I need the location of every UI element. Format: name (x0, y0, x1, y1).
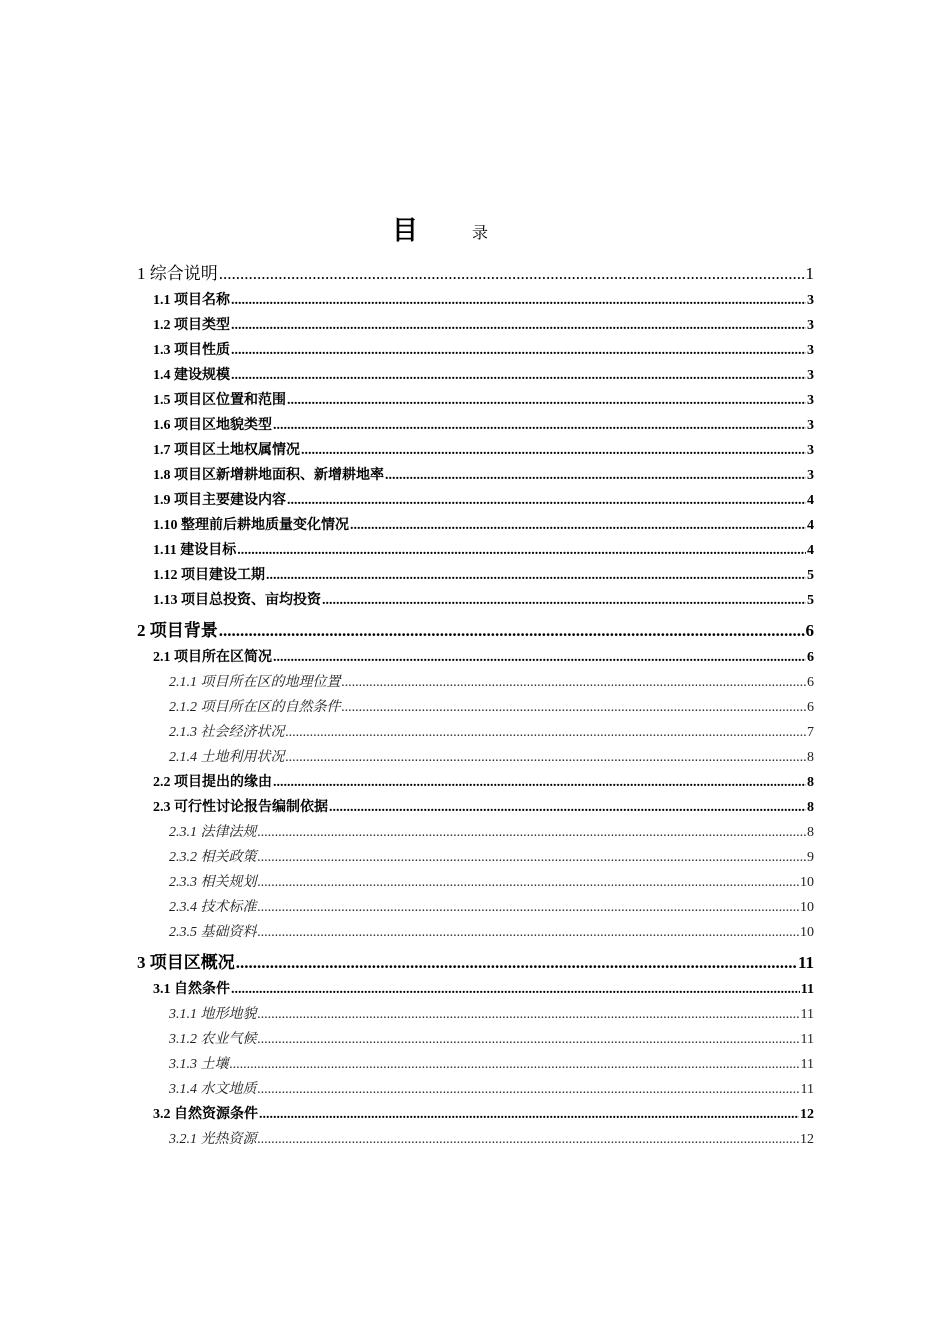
toc-entry-label: 2.3.4 技术标准 (169, 900, 257, 915)
toc-entry[interactable] (137, 513, 814, 538)
toc-leader-dots (301, 449, 806, 463)
toc-entry-label: 2.2 项目提出的缘由 (153, 775, 272, 790)
toc-entry-page-number: 11 (800, 982, 814, 997)
toc-entry-label: 3.1.4 水文地质 (169, 1082, 257, 1097)
toc-entry-page-number: 1 (805, 264, 814, 283)
toc-leader-dots (322, 599, 806, 613)
toc-entry[interactable] (137, 463, 814, 488)
toc-leader-dots (259, 1113, 799, 1127)
toc-entry-label: 1.1 项目名称 (153, 293, 230, 308)
toc-leader-dots (342, 681, 807, 695)
toc-entry-label: 2.1.3 社会经济状况 (169, 725, 285, 740)
toc-entry-page-number: 11 (800, 1057, 814, 1072)
toc-leader-dots (258, 856, 807, 870)
toc-entry-label: 1.10 整理前后耕地质量变化情况 (153, 518, 349, 533)
toc-entry-page-number: 10 (800, 875, 814, 890)
toc-entry-page-number: 3 (807, 418, 814, 433)
toc-leader-dots (258, 831, 807, 845)
toc-entry-label: 1.3 项目性质 (153, 343, 230, 358)
toc-leader-dots (236, 960, 797, 977)
toc-entry[interactable] (137, 845, 814, 870)
toc-entry[interactable] (137, 770, 814, 795)
toc-entry-label: 3.1.1 地形地貌 (169, 1007, 257, 1022)
toc-entry-label: 1.2 项目类型 (153, 318, 230, 333)
toc-entry-label: 2.1 项目所在区简况 (153, 650, 272, 665)
toc-entry-label: 2.1.1 项目所在区的地理位置 (169, 675, 341, 690)
toc-entry-page-number: 8 (807, 750, 814, 765)
toc-entry[interactable] (137, 977, 814, 1002)
toc-entry[interactable] (137, 895, 814, 920)
toc-entry[interactable] (137, 949, 814, 977)
toc-entry[interactable] (137, 563, 814, 588)
toc-entry-page-number: 6 (807, 650, 814, 665)
toc-entry-label: 1.13 项目总投资、亩均投资 (153, 593, 321, 608)
toc-entry-page-number: 12 (800, 1132, 814, 1147)
toc-entry-page-number: 3 (807, 318, 814, 333)
toc-leader-dots (258, 931, 800, 945)
toc-leader-dots (385, 474, 806, 488)
toc-entry-label: 1.9 项目主要建设内容 (153, 493, 286, 508)
toc-leader-dots (273, 424, 806, 438)
toc-leader-dots (231, 349, 806, 363)
toc-entry-label: 1.7 项目区土地权属情况 (153, 443, 300, 458)
toc-entry-label: 2 项目背景 (137, 621, 218, 640)
toc-leader-dots (273, 656, 806, 670)
toc-leader-dots (287, 499, 806, 513)
toc-leader-dots (231, 299, 806, 313)
toc-entry[interactable] (137, 488, 814, 513)
toc-entry-label: 3.2.1 光热资源 (169, 1132, 257, 1147)
toc-leader-dots (287, 399, 806, 413)
toc-entry[interactable] (137, 363, 814, 388)
toc-leader-dots (231, 324, 806, 338)
toc-entry[interactable] (137, 588, 814, 613)
toc-entry-page-number: 10 (800, 925, 814, 940)
toc-leader-dots (258, 1013, 800, 1027)
toc-entry[interactable] (137, 720, 814, 745)
toc-entry-label: 2.3 可行性讨论报告编制依据 (153, 800, 328, 815)
toc-entry-page-number: 10 (800, 900, 814, 915)
toc-entry[interactable] (137, 413, 814, 438)
toc-entry-page-number: 5 (807, 568, 814, 583)
toc-entry[interactable] (137, 820, 814, 845)
toc-entry-page-number: 8 (807, 825, 814, 840)
toc-entry[interactable] (137, 1127, 814, 1152)
toc-leader-dots (329, 806, 806, 820)
toc-entry-page-number: 8 (807, 800, 814, 815)
toc-entry-page-number: 8 (807, 775, 814, 790)
toc-leader-dots (286, 731, 807, 745)
toc-entry-page-number: 11 (797, 953, 814, 972)
toc-entry-page-number: 6 (807, 700, 814, 715)
toc-entry-label: 2.3.3 相关规划 (169, 875, 257, 890)
toc-entry-page-number: 3 (807, 443, 814, 458)
toc-entry-page-number: 6 (807, 675, 814, 690)
toc-entry-page-number: 3 (807, 468, 814, 483)
toc-entry-label: 1.11 建设目标 (153, 543, 237, 558)
toc-entry-page-number: 11 (800, 1032, 814, 1047)
toc-leader-dots (258, 1038, 800, 1052)
toc-entry-label: 3.1.2 农业气候 (169, 1032, 257, 1047)
toc-leader-dots (258, 1088, 800, 1102)
toc-entry-page-number: 3 (807, 293, 814, 308)
toc-entry-page-number: 3 (807, 368, 814, 383)
toc-leader-dots (342, 706, 807, 720)
toc-entry[interactable] (137, 1002, 814, 1027)
toc-entry[interactable] (137, 260, 814, 288)
toc-entry[interactable] (137, 795, 814, 820)
toc-entry[interactable] (137, 1052, 814, 1077)
toc-entry-page-number: 9 (807, 850, 814, 865)
toc-leader-dots (219, 271, 805, 288)
toc-leader-dots (237, 549, 806, 563)
toc-entry-label: 2.1.4 土地利用状况 (169, 750, 285, 765)
toc-entry-label: 3 项目区概况 (137, 953, 235, 972)
toc-entry[interactable] (137, 288, 814, 313)
toc-leader-dots (286, 756, 807, 770)
toc-entry-page-number: 4 (807, 518, 814, 533)
toc-entry[interactable] (137, 313, 814, 338)
toc-entry-label: 1 综合说明 (137, 264, 218, 283)
toc-entry-label: 3.1 自然条件 (153, 982, 230, 997)
toc-entry-label: 3.2 自然资源条件 (153, 1107, 258, 1122)
toc-entry[interactable] (137, 538, 814, 563)
toc-entry-page-number: 5 (807, 593, 814, 608)
toc-entry-label: 3.1.3 土壤 (169, 1057, 229, 1072)
toc-entry-page-number: 11 (800, 1082, 814, 1097)
toc-entry[interactable] (137, 617, 814, 645)
toc-entry[interactable] (137, 1027, 814, 1052)
toc-entry-page-number: 4 (807, 493, 814, 508)
toc-entry-page-number: 12 (800, 1107, 814, 1122)
toc-entry-page-number: 3 (807, 393, 814, 408)
toc-entry[interactable] (137, 745, 814, 770)
toc-heading (0, 208, 950, 248)
toc-entry-page-number: 11 (800, 1007, 814, 1022)
toc-leader-dots (231, 988, 800, 1002)
toc-entry[interactable] (137, 870, 814, 895)
toc-entry[interactable] (137, 645, 814, 670)
toc-leader-dots (350, 524, 806, 538)
toc-entry-page-number: 7 (807, 725, 814, 740)
toc-entry-page-number: 6 (805, 621, 814, 640)
toc-entry[interactable] (137, 338, 814, 363)
toc-entry-label: 1.12 项目建设工期 (153, 568, 265, 583)
toc-leader-dots (266, 574, 806, 588)
toc-entry[interactable] (137, 920, 814, 945)
toc-entry[interactable] (137, 670, 814, 695)
toc-leader-dots (258, 906, 800, 920)
toc-entry[interactable] (137, 695, 814, 720)
table-of-contents (137, 256, 814, 1152)
toc-leader-dots (231, 374, 806, 388)
toc-entry[interactable] (137, 1077, 814, 1102)
toc-entry-label: 1.4 建设规模 (153, 368, 230, 383)
toc-entry[interactable] (137, 1102, 814, 1127)
toc-entry-label: 2.3.1 法律法规 (169, 825, 257, 840)
toc-entry-label: 1.6 项目区地貌类型 (153, 418, 272, 433)
toc-leader-dots (258, 1138, 800, 1152)
toc-leader-dots (273, 781, 806, 795)
toc-entry[interactable] (137, 438, 814, 463)
toc-entry-page-number: 4 (807, 543, 814, 558)
toc-heading-main: 目 (392, 216, 419, 245)
toc-entry-label: 2.3.2 相关政策 (169, 850, 257, 865)
toc-entry-label: 2.1.2 项目所在区的自然条件 (169, 700, 341, 715)
toc-leader-dots (230, 1063, 800, 1077)
toc-entry[interactable] (137, 388, 814, 413)
toc-heading-sub: 录 (472, 225, 489, 242)
toc-entry-page-number: 3 (807, 343, 814, 358)
toc-entry-label: 1.5 项目区位置和范围 (153, 393, 286, 408)
toc-entry-label: 2.3.5 基础资料 (169, 925, 257, 940)
toc-entry-label: 1.8 项目区新增耕地面积、新增耕地率 (153, 468, 384, 483)
toc-leader-dots (258, 881, 800, 895)
toc-leader-dots (219, 628, 805, 645)
